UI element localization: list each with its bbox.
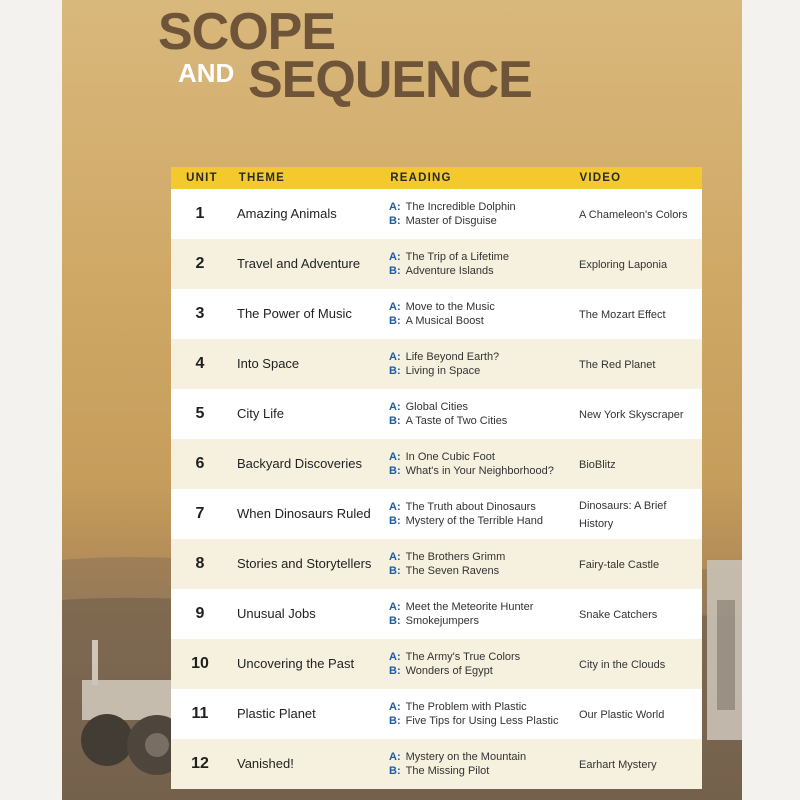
reading-a [389, 250, 570, 265]
reading-a [389, 650, 570, 665]
reading-b-title: A Musical Boost [405, 315, 484, 327]
reading-b-title: Master of Disguise [405, 215, 497, 227]
reading-a-label: A: [389, 450, 401, 463]
reading-b-label: B: [389, 265, 401, 277]
reading-a [389, 200, 570, 215]
video-cell [570, 355, 702, 373]
theme-text: Backyard Discoveries [237, 456, 362, 471]
reading-b-title: Smokejumpers [405, 615, 479, 627]
unit-number: 6 [195, 455, 205, 472]
reading-b [389, 314, 570, 329]
unit-cell [171, 505, 229, 523]
reading-cell [380, 600, 570, 629]
unit-cell [171, 605, 229, 623]
reading-a-title: Meet the Meteorite Hunter [405, 600, 534, 613]
reading-b-title: A Taste of Two Cities [405, 415, 508, 427]
reading-a-title: The Trip of a Lifetime [405, 250, 509, 263]
page-title-scope: SCOPE [158, 3, 336, 61]
theme-text: Travel and Adventure [237, 256, 361, 271]
theme-text: City Life [237, 406, 284, 421]
reading-a-label: A: [389, 500, 401, 513]
reading-a [389, 400, 570, 415]
reading-a-title: The Brothers Grimm [405, 550, 506, 563]
video-cell [570, 305, 702, 323]
theme-text: Into Space [237, 356, 300, 371]
reading-b [389, 764, 570, 779]
video-cell [570, 655, 702, 673]
video-title: BioBlitz [579, 459, 616, 471]
reading-a-title: In One Cubic Foot [405, 450, 495, 463]
reading-b-title: Five Tips for Using Less Plastic [405, 715, 559, 727]
video-title: Snake Catchers [579, 609, 658, 621]
table-row [171, 489, 702, 539]
theme-cell [229, 555, 380, 573]
reading-a-title: Life Beyond Earth? [405, 350, 500, 363]
reading-b [389, 264, 570, 279]
reading-cell [380, 550, 570, 579]
reading-b-label: B: [389, 715, 401, 727]
video-title: A Chameleon's Colors [579, 209, 688, 221]
theme-text: Stories and Storytellers [237, 556, 372, 571]
reading-cell [380, 750, 570, 779]
table-row [171, 739, 702, 789]
reading-b-label: B: [389, 365, 401, 377]
reading-cell [380, 250, 570, 279]
reading-cell [380, 300, 570, 329]
reading-b [389, 464, 570, 479]
reading-a-label: A: [389, 400, 401, 413]
unit-number: 11 [191, 705, 209, 722]
table-header [171, 167, 702, 189]
theme-cell [229, 455, 380, 473]
reading-a-label: A: [389, 750, 401, 763]
reading-a-label: A: [389, 600, 401, 613]
reading-cell [380, 450, 570, 479]
reading-b [389, 664, 570, 679]
unit-number: 4 [195, 355, 205, 372]
unit-cell [171, 655, 229, 673]
table-row [171, 589, 702, 639]
theme-text: When Dinosaurs Ruled [237, 506, 371, 521]
theme-cell [229, 505, 380, 523]
reading-b [389, 714, 570, 729]
table-body [171, 189, 702, 789]
table-row [171, 539, 702, 589]
video-cell [570, 605, 702, 623]
unit-number: 7 [195, 505, 205, 522]
unit-number: 3 [195, 305, 205, 322]
reading-cell [380, 700, 570, 729]
theme-cell [229, 205, 380, 223]
unit-cell [171, 405, 229, 423]
reading-b-title: The Missing Pilot [405, 765, 490, 777]
scope-sequence-table [171, 167, 702, 789]
unit-number: 12 [191, 755, 209, 772]
table-row [171, 389, 702, 439]
reading-b-label: B: [389, 515, 401, 527]
theme-cell [229, 305, 380, 323]
theme-text: Uncovering the Past [237, 656, 355, 671]
reading-a-title: Mystery on the Mountain [405, 750, 527, 763]
reading-b-title: Wonders of Egypt [405, 665, 493, 677]
table-row [171, 689, 702, 739]
unit-number: 2 [195, 255, 205, 272]
reading-a-label: A: [389, 700, 401, 713]
reading-b-label: B: [389, 315, 401, 327]
reading-b-label: B: [389, 765, 401, 777]
theme-cell [229, 655, 380, 673]
reading-a-label: A: [389, 550, 401, 563]
reading-a [389, 550, 570, 565]
theme-text: Vanished! [237, 756, 294, 771]
reading-a-label: A: [389, 650, 401, 663]
theme-text: Plastic Planet [237, 706, 316, 721]
unit-number: 5 [195, 405, 205, 422]
unit-cell [171, 255, 229, 273]
reading-b [389, 414, 570, 429]
reading-a [389, 750, 570, 765]
table-row [171, 439, 702, 489]
reading-b [389, 214, 570, 229]
theme-text: The Power of Music [237, 306, 352, 321]
reading-a-title: The Problem with Plastic [405, 700, 527, 713]
header-reading: READING [390, 172, 452, 184]
video-cell [570, 755, 702, 773]
reading-a-title: The Army's True Colors [405, 650, 521, 663]
reading-b-label: B: [389, 665, 401, 677]
reading-b-label: B: [389, 415, 401, 427]
unit-cell [171, 705, 229, 723]
unit-cell [171, 305, 229, 323]
video-title: City in the Clouds [579, 659, 666, 671]
header-video: VIDEO [579, 172, 622, 184]
reading-cell [380, 500, 570, 529]
reading-a [389, 500, 570, 515]
header-theme: THEME [238, 172, 286, 184]
unit-number: 9 [195, 605, 205, 622]
video-title: Dinosaurs: A Brief History [579, 500, 667, 530]
reading-a-title: Move to the Music [405, 300, 495, 313]
video-title: The Mozart Effect [579, 309, 666, 321]
reading-b-title: Adventure Islands [405, 265, 494, 277]
theme-cell [229, 255, 380, 273]
video-cell [570, 455, 702, 473]
reading-cell [380, 200, 570, 229]
reading-cell [380, 350, 570, 379]
reading-cell [380, 650, 570, 679]
table-row [171, 189, 702, 239]
reading-a-title: The Truth about Dinosaurs [405, 500, 536, 513]
unit-number: 8 [195, 555, 205, 572]
video-title: The Red Planet [579, 359, 656, 371]
reading-a-title: The Incredible Dolphin [405, 200, 516, 213]
unit-cell [171, 205, 229, 223]
unit-number: 1 [195, 205, 205, 222]
reading-a [389, 600, 570, 615]
reading-b-title: Mystery of the Terrible Hand [405, 515, 543, 527]
reading-b [389, 364, 570, 379]
unit-cell [171, 455, 229, 473]
table-row [171, 339, 702, 389]
unit-cell [171, 755, 229, 773]
header-unit: UNIT [186, 172, 218, 184]
page-title-sequence: SEQUENCE [248, 51, 532, 109]
reading-a [389, 450, 570, 465]
video-title: Exploring Laponia [579, 259, 668, 271]
table-row [171, 289, 702, 339]
reading-a [389, 300, 570, 315]
page-title-and: AND [178, 58, 235, 88]
habitat-shape [707, 560, 742, 740]
table-row [171, 639, 702, 689]
unit-cell [171, 555, 229, 573]
theme-text: Unusual Jobs [237, 606, 316, 621]
video-title: Our Plastic World [579, 709, 665, 721]
theme-cell [229, 605, 380, 623]
reading-a-label: A: [389, 250, 401, 263]
reading-b-title: Living in Space [405, 365, 481, 377]
reading-b [389, 514, 570, 529]
video-title: Fairy-tale Castle [579, 559, 660, 571]
video-title: Earhart Mystery [579, 759, 657, 771]
reading-a-label: A: [389, 350, 401, 363]
reading-b-title: What's in Your Neighborhood? [405, 465, 554, 477]
reading-b-label: B: [389, 565, 401, 577]
video-cell [570, 555, 702, 573]
reading-b-label: B: [389, 215, 401, 227]
table-row [171, 239, 702, 289]
unit-cell [171, 355, 229, 373]
theme-cell [229, 405, 380, 423]
video-cell [570, 496, 702, 532]
video-cell [570, 405, 702, 423]
video-title: New York Skyscraper [579, 409, 684, 421]
reading-b [389, 614, 570, 629]
reading-b-label: B: [389, 465, 401, 477]
theme-cell [229, 705, 380, 723]
reading-b-label: B: [389, 615, 401, 627]
reading-b [389, 564, 570, 579]
reading-cell [380, 400, 570, 429]
video-cell [570, 255, 702, 273]
theme-cell [229, 355, 380, 373]
reading-a-label: A: [389, 200, 401, 213]
reading-a-label: A: [389, 300, 401, 313]
reading-b-title: The Seven Ravens [405, 565, 500, 577]
reading-a [389, 350, 570, 365]
theme-text: Amazing Animals [237, 206, 337, 221]
unit-number: 10 [191, 655, 209, 672]
reading-a-title: Global Cities [405, 400, 468, 413]
theme-cell [229, 755, 380, 773]
reading-a [389, 700, 570, 715]
video-cell [570, 705, 702, 723]
video-cell [570, 205, 702, 223]
